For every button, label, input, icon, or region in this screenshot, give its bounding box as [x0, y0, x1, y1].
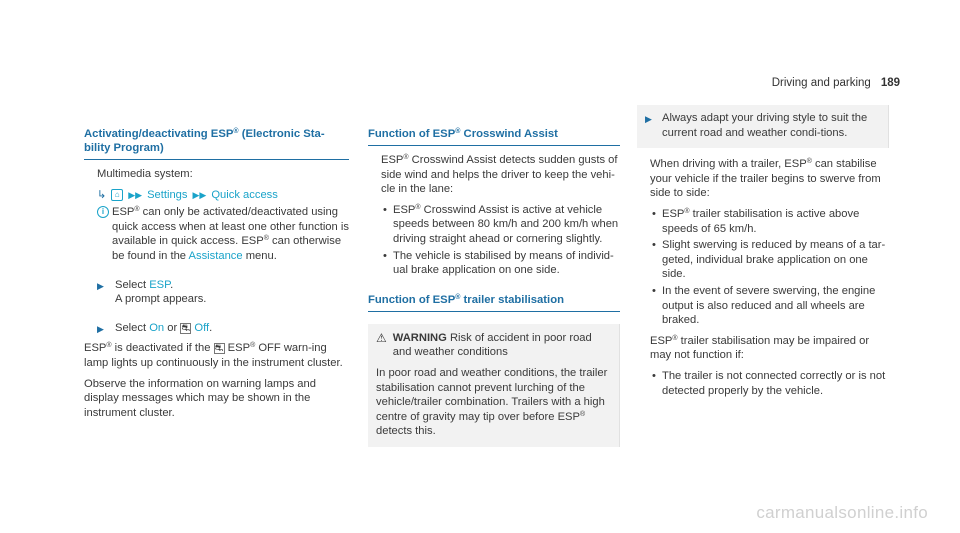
step-arrow-icon: ▶ [97, 280, 104, 291]
list-item: • ESP® Crosswind Assist is active at vehicle speeds between 80 km/h and 200 km/h when driving straight ahead or cornering slightly. [381, 203, 620, 247]
list-item: • The trailer is not connected correctly or is not detected properly by the vehicle. [650, 369, 889, 398]
list-item: • Slight swerving is reduced by means of a tar-geted, individual brake application on one side. [650, 238, 889, 282]
paragraph-impaired: ESP® trailer stabilisation may be impaired or may not function if: [650, 334, 870, 362]
step-arrow-icon: ▶ [645, 114, 652, 124]
watermark: carmanualsonline.info [756, 503, 928, 522]
warning-text: In poor road and weather conditions, the trailer stabilisation cannot prevent lurching of the vehicle/trailer combination. Trailers with a high centre of gravity may tip over before ESP® detects this. [376, 366, 608, 438]
paragraph-crosswind-intro: ESP® Crosswind Assist detects sudden gusts of side wind and helps the driver to keep the vehi-cle in the lane: [381, 154, 618, 196]
list-item: • In the event of severe swerving, the engine output is also reduced and all wheels are braked. [650, 284, 889, 328]
trailer-list [650, 207, 889, 328]
assistance-link[interactable]: Assistance [188, 249, 243, 262]
page-header [772, 77, 900, 89]
arrow-right-icon: ▶▶ [128, 189, 143, 200]
list-item: • The vehicle is stabilised by means of individ-ual brake application on one side. [381, 249, 620, 278]
home-icon[interactable]: ⌂ [111, 189, 123, 201]
paragraph-observe: Observe the information on warning lamps and display messages which may be shown in the instrument cluster. [84, 377, 316, 419]
info-icon: i [97, 206, 109, 218]
paragraph-esp-deactivated: ESP® is deactivated if the ⛐ ESP® OFF warn-ing lamp lights up continuously in the instrument cluster. [84, 342, 343, 369]
warning-triangle-icon: ⚠ [376, 330, 387, 345]
note-box: ▶ Always adapt your driving style to suit the current road and weather condi-tions. [637, 105, 889, 148]
warning-label: WARNING [392, 331, 447, 344]
heading-activate-esp: Activating/deactivating ESP® (Electronic Sta-bility Program) [84, 127, 349, 160]
warning-box: ⚠ WARNING Risk of accident in poor road and weather conditions In poor road and weather conditions, the trailer stabilisation cannot prevent lurching of the vehicle/trailer combination. Trailers with a high centre of gravity may tip over before ESP® detects this. [368, 324, 620, 447]
car-skid-icon: ⛐ [214, 343, 224, 355]
menu-settings[interactable]: Settings [147, 188, 188, 201]
impaired-list [650, 369, 889, 398]
step-select-on-off: ▶ Select On or ⛐ Off. [84, 321, 349, 336]
section-title: Driving and parking [771, 77, 871, 89]
menu-quick-access[interactable]: Quick access [211, 188, 278, 201]
info-note: i ESP® can only be activated/deactivated using quick access when at least one other function is available in quick access. ESP® can otherwise be found in the Assistance menu. [97, 205, 349, 263]
step-select-esp: ▶ Select ESP. A prompt appears. [97, 278, 207, 306]
esp-option[interactable]: ESP [149, 278, 171, 291]
multimedia-label: Multimedia system: [97, 168, 193, 180]
off-option[interactable]: Off [194, 321, 210, 334]
list-item: • ESP® trailer stabilisation is active above speeds of 65 km/h. [650, 207, 889, 236]
page-number: 189 [880, 77, 900, 89]
column-3 [637, 112, 889, 404]
column-2 [368, 127, 620, 457]
path-start-arrow-icon: ↳ [97, 188, 107, 201]
heading-crosswind-assist: Function of ESP® Crosswind Assist [368, 127, 620, 146]
menu-path [97, 188, 349, 203]
arrow-right-icon: ▶▶ [192, 189, 207, 200]
on-option[interactable]: On [149, 321, 165, 334]
paragraph-trailer-intro: When driving with a trailer, ESP® can stabilise your vehicle if the trailer begins to swerve from side to side: [650, 158, 881, 200]
step-arrow-icon: ▶ [97, 323, 104, 334]
column-1 [84, 127, 349, 426]
heading-trailer-stabilisation: Function of ESP® trailer stabilisation [368, 293, 620, 312]
crosswind-list [381, 203, 620, 278]
car-skid-icon: ⛐ [181, 322, 191, 334]
